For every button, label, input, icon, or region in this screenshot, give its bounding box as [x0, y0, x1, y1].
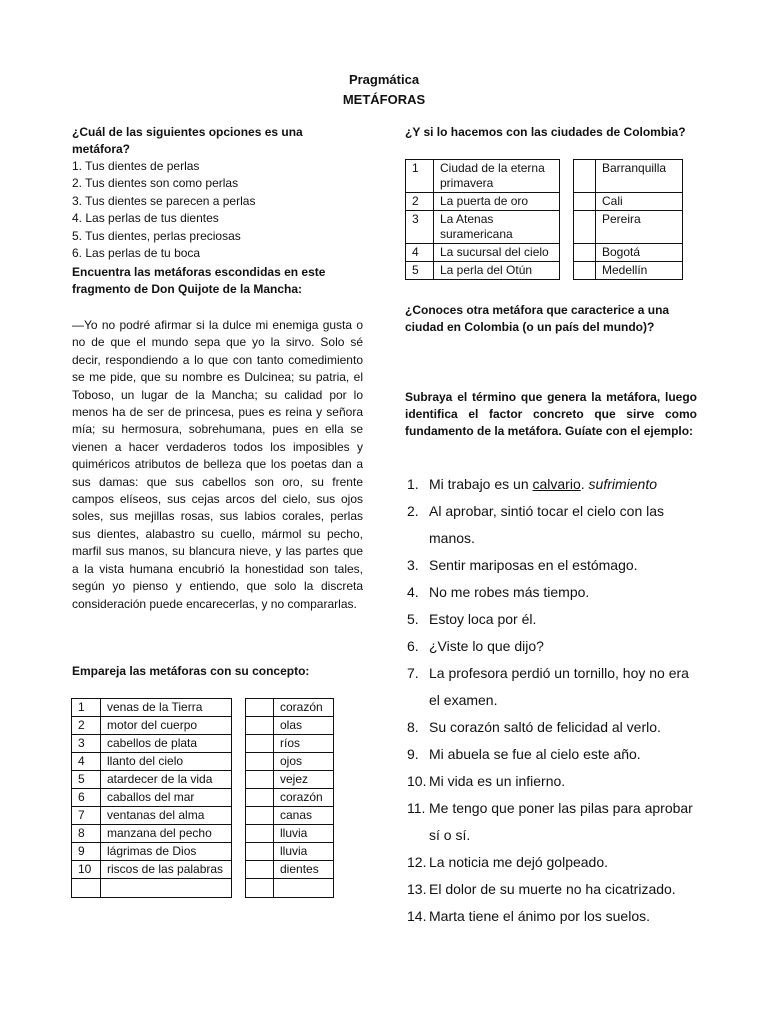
row-number: 4 — [72, 753, 101, 771]
exercise-item — [407, 633, 697, 660]
concept-cell — [274, 879, 334, 898]
question-4 — [405, 124, 697, 141]
exercise-text: Al aprobar, sintió tocar el cielo con las manos. — [429, 503, 665, 546]
metaphor-cell: La sucursal del cielo — [434, 244, 560, 262]
page-subtitle: METÁFORAS — [342, 92, 426, 107]
cities-table-container — [405, 159, 683, 280]
option-item: 4. Las perlas de tus dientes — [72, 211, 219, 226]
exercise-text: Mi vida es un infierno. — [429, 773, 566, 789]
exercise-text: El dolor de su muerte no ha cicatrizado. — [429, 881, 676, 897]
exercise-item — [407, 579, 697, 606]
exercise-text: Me tengo que poner las pilas para aprobar sí o sí. — [429, 800, 693, 843]
exercise-item — [407, 876, 697, 903]
table-row — [406, 211, 683, 244]
row-number: 4 — [406, 244, 434, 262]
question-2 — [72, 264, 363, 298]
item-number: 5. — [407, 611, 419, 627]
page-title: Pragmática — [348, 72, 420, 87]
question-5-heading: ¿Conoces otra metáfora que caracterice a una ciudad en Colombia (o un país del mundo)? — [405, 303, 670, 334]
exercise-item — [407, 741, 697, 768]
option-item: 1. Tus dientes de perlas — [72, 159, 200, 173]
metaphor-cell: La Atenas suramericana — [434, 211, 560, 244]
concept-cell: dientes — [274, 861, 334, 879]
option-item: 2. Tus dientes son como perlas — [72, 176, 239, 191]
gap-cell — [560, 211, 574, 244]
answer-cell — [246, 735, 274, 753]
metaphor-cell: llanto del cielo — [101, 753, 232, 771]
answer-cell — [574, 160, 596, 193]
exercise-item — [407, 768, 697, 795]
exercise-item — [407, 903, 697, 930]
metaphor-cell: Ciudad de la eterna primavera — [434, 160, 560, 193]
city-cell: Cali — [596, 193, 683, 211]
answer-cell — [574, 211, 596, 244]
exercise-item — [407, 714, 697, 741]
matching-table-container — [71, 698, 334, 898]
gap-cell — [560, 262, 574, 280]
question-6-heading: Subraya el término que genera la metáfora, luego identifica el factor concreto que sirve como fundamento de la metáfora. Guíate con el ejemplo: — [405, 390, 697, 438]
table-row — [72, 807, 334, 825]
concept-cell: canas — [274, 807, 334, 825]
table-row — [406, 262, 683, 280]
exercise-text: ¿Viste lo que dijo? — [429, 638, 544, 654]
metaphor-cell: ventanas del alma — [101, 807, 232, 825]
answer-cell — [574, 244, 596, 262]
item-number: 8. — [407, 719, 419, 735]
gap-cell — [560, 193, 574, 211]
item-number: 7. — [407, 665, 419, 681]
row-number: 7 — [72, 807, 101, 825]
metaphor-cell: cabellos de plata — [101, 735, 232, 753]
question-3 — [72, 663, 363, 680]
concept-cell: ríos — [274, 735, 334, 753]
gap-cell — [232, 699, 246, 717]
answer-cell — [246, 717, 274, 735]
row-number: 9 — [72, 843, 101, 861]
cities-table — [405, 159, 683, 280]
row-number: 8 — [72, 825, 101, 843]
answer-cell — [574, 193, 596, 211]
city-cell: Bogotá — [596, 244, 683, 262]
question-2-heading: Encuentra las metáforas escondidas en este fragmento de Don Quijote de la Mancha: — [72, 265, 326, 296]
table-row — [72, 843, 334, 861]
question-3-heading: Empareja las metáforas con su concepto: — [72, 664, 310, 678]
gap-cell — [560, 244, 574, 262]
item-number: 1. — [407, 476, 419, 492]
gap-cell — [232, 861, 246, 879]
table-row — [72, 861, 334, 879]
exercise-item — [407, 552, 697, 579]
exercise-text: Mi abuela se fue al cielo este año. — [429, 746, 641, 762]
example-post: . — [580, 476, 589, 492]
exercise-text: No me robes más tiempo. — [429, 584, 590, 600]
table-row — [72, 771, 334, 789]
gap-cell — [232, 879, 246, 898]
answer-cell — [246, 843, 274, 861]
metaphor-cell: La perla del Otún — [434, 262, 560, 280]
metaphor-cell: atardecer de la vida — [101, 771, 232, 789]
matching-table — [71, 698, 334, 898]
gap-cell — [232, 825, 246, 843]
exercise-text: La noticia me dejó golpeado. — [429, 854, 609, 870]
exercise-item — [407, 849, 697, 876]
question-1-options — [72, 158, 363, 262]
city-cell: Medellín — [596, 262, 683, 280]
answer-cell — [246, 789, 274, 807]
answer-cell — [574, 262, 596, 280]
answer-cell — [246, 699, 274, 717]
question-5 — [405, 302, 697, 336]
answer-cell — [246, 879, 274, 898]
quijote-passage: —Yo no podré afirmar si la dulce mi enemiga gusta o no de que el mundo sepa que yo la sirvo. Solo sé decir, respondiendo a lo que con tanto comedimiento se me pide, que su nombre es Dulcinea; su patria, el Toboso, un lugar de la Mancha; su calidad por lo menos ha de ser de princesa, pues es reina y señora mía; su hermosura, sobrehumana, pues en ella se vienen a hacer verdaderos todos los imposibles y quiméricos atributos de belleza que los poetas dan a sus damas: que sus cabellos son oro, su frente campos elíseos, sus cejas arcos del cielo, sus ojos soles, sus mejillas rosas, sus labios corales, perlas sus dientes, alabastro su cuello, mármol su pecho, marfil sus manos, su blancura nieve, y las partes que a la vista humana encubrió la honestidad son tales, según yo pienso y entiendo, que solo la discreta consideración puede encarecerlas, y no compararlas. — [72, 318, 363, 611]
table-row — [72, 717, 334, 735]
concept-cell: vejez — [274, 771, 334, 789]
table-row — [406, 160, 683, 193]
table-row — [72, 825, 334, 843]
row-number — [72, 879, 101, 898]
exercise-item-example — [407, 471, 697, 498]
example-underlined-term: calvario — [532, 476, 581, 492]
row-number: 1 — [72, 699, 101, 717]
row-number: 10 — [72, 861, 101, 879]
gap-cell — [232, 789, 246, 807]
question-1 — [72, 124, 363, 262]
row-number: 1 — [406, 160, 434, 193]
exercise-text: Estoy loca por él. — [429, 611, 537, 627]
gap-cell — [232, 843, 246, 861]
table-row-empty — [72, 879, 334, 898]
concept-cell: lluvia — [274, 825, 334, 843]
exercise-item — [407, 795, 697, 849]
exercise-item — [407, 498, 697, 552]
question-1-heading: ¿Cuál de las siguientes opciones es una metáfora? — [72, 125, 303, 156]
gap-cell — [232, 771, 246, 789]
concept-cell: corazón — [274, 789, 334, 807]
concept-cell: ojos — [274, 753, 334, 771]
concept-cell: lluvia — [274, 843, 334, 861]
item-number: 6. — [407, 638, 419, 654]
city-cell: Pereira — [596, 211, 683, 244]
gap-cell — [232, 717, 246, 735]
exercise-text: Marta tiene el ánimo por los suelos. — [429, 908, 650, 924]
row-number: 3 — [406, 211, 434, 244]
exercise-item — [407, 606, 697, 633]
metaphor-cell — [101, 879, 232, 898]
item-number: 12. — [407, 854, 427, 870]
answer-cell — [246, 771, 274, 789]
table-row — [406, 193, 683, 211]
concept-cell: corazón — [274, 699, 334, 717]
answer-cell — [246, 825, 274, 843]
metaphor-cell: caballos del mar — [101, 789, 232, 807]
answer-cell — [246, 807, 274, 825]
gap-cell — [232, 753, 246, 771]
metaphor-cell: riscos de las palabras — [101, 861, 232, 879]
row-number: 2 — [406, 193, 434, 211]
metaphor-cell: manzana del pecho — [101, 825, 232, 843]
item-number: 10. — [407, 773, 427, 789]
metaphor-cell: venas de la Tierra — [101, 699, 232, 717]
exercise-list — [407, 471, 697, 930]
gap-cell — [560, 160, 574, 193]
metaphor-cell: lágrimas de Dios — [101, 843, 232, 861]
example-pre: Mi trabajo es un — [429, 476, 533, 492]
exercise-text: Su corazón saltó de felicidad al verlo. — [429, 719, 661, 735]
option-item: 6. Las perlas de tu boca — [72, 246, 201, 261]
city-cell: Barranquilla — [596, 160, 683, 193]
question-4-heading: ¿Y si lo hacemos con las ciudades de Colombia? — [405, 125, 686, 139]
example-answer: sufrimiento — [588, 476, 657, 492]
row-number: 2 — [72, 717, 101, 735]
exercise-item — [407, 660, 697, 714]
table-row — [72, 753, 334, 771]
row-number: 3 — [72, 735, 101, 753]
option-item: 5. Tus dientes, perlas preciosas — [72, 228, 241, 243]
item-number: 13. — [407, 881, 427, 897]
table-row — [72, 699, 334, 717]
item-number: 2. — [407, 503, 419, 519]
item-number: 9. — [407, 746, 419, 762]
gap-cell — [232, 807, 246, 825]
answer-cell — [246, 861, 274, 879]
table-row — [72, 735, 334, 753]
metaphor-cell: La puerta de oro — [434, 193, 560, 211]
concept-cell: olas — [274, 717, 334, 735]
item-number: 3. — [407, 557, 419, 573]
option-item: 3. Tus dientes se parecen a perlas — [72, 193, 256, 208]
item-number: 14. — [407, 908, 427, 924]
question-6 — [405, 389, 697, 440]
item-number: 11. — [407, 800, 426, 816]
exercise-text: La profesora perdió un tornillo, hoy no era el examen. — [429, 665, 689, 708]
metaphor-cell: motor del cuerpo — [101, 717, 232, 735]
row-number: 5 — [406, 262, 434, 280]
row-number: 5 — [72, 771, 101, 789]
table-row — [406, 244, 683, 262]
gap-cell — [232, 735, 246, 753]
answer-cell — [246, 753, 274, 771]
table-row — [72, 789, 334, 807]
row-number: 6 — [72, 789, 101, 807]
exercise-text: Sentir mariposas en el estómago. — [429, 557, 638, 573]
item-number: 4. — [407, 584, 419, 600]
